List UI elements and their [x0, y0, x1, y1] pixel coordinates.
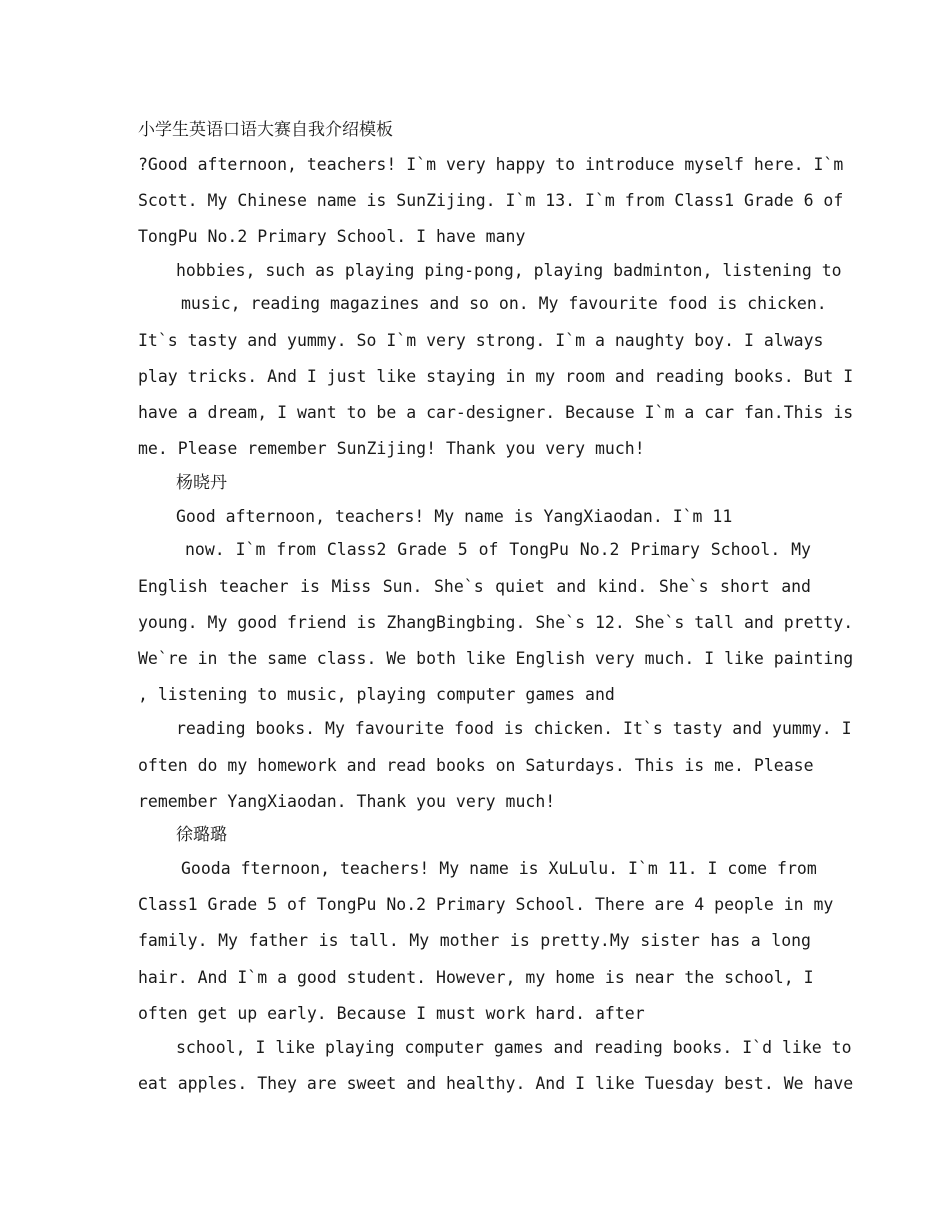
text-line: eat apples. They are sweet and healthy. And I like Tuesday best. We have [138, 1074, 854, 1093]
text-line: often do my homework and read books on Saturdays. This is me. Please [138, 756, 814, 775]
text-line: Scott. My Chinese name is SunZijing. I`m 13. I`m from Class1 Grade 6 of [138, 191, 844, 210]
text-line: remember YangXiaodan. Thank you very much! [138, 792, 556, 811]
document-title: 小学生英语口语大赛自我介绍模板 [138, 120, 393, 140]
text-line: have a dream, I want to be a car-designer. Because I`m a car fan.This is [138, 403, 854, 422]
text-line: We`re in the same class. We both like English very much. I like painting [138, 649, 854, 668]
text-line: family. My father is tall. My mother is pretty.My sister has a long [138, 931, 811, 950]
text-line: Gooda fternoon, teachers! My name is XuLulu. I`m 11. I come from [181, 859, 817, 878]
text-line: young. My good friend is ZhangBingbing. She`s 12. She`s tall and pretty. [138, 613, 854, 632]
text-line: Class1 Grade 5 of TongPu No.2 Primary School. There are 4 people in my [138, 895, 834, 914]
section-name: 杨晓丹 [176, 473, 227, 493]
text-line: play tricks. And I just like staying in my room and reading books. But I [138, 367, 854, 386]
text-line: me. Please remember SunZijing! Thank you very much! [138, 439, 645, 458]
text-line: English teacher is Miss Sun. She`s quiet and kind. She`s short and [138, 577, 811, 596]
text-line: often get up early. Because I must work hard. after [138, 1004, 645, 1023]
text-line: hobbies, such as playing ping-pong, playing badminton, listening to [176, 261, 842, 280]
text-line: , listening to music, playing computer games and [138, 685, 615, 704]
section-name: 徐璐璐 [176, 825, 227, 845]
text-line: school, I like playing computer games and reading books. I`d like to [176, 1038, 852, 1057]
text-line: reading books. My favourite food is chicken. It`s tasty and yummy. I [176, 719, 852, 738]
text-line: It`s tasty and yummy. So I`m very strong. I`m a naughty boy. I always [138, 331, 824, 350]
text-line: hair. And I`m a good student. However, my home is near the school, I [138, 968, 814, 987]
text-line: ?Good afternoon, teachers! I`m very happy to introduce myself here. I`m [138, 155, 844, 174]
text-line: now. I`m from Class2 Grade 5 of TongPu No.2 Primary School. My [185, 540, 811, 559]
text-line: TongPu No.2 Primary School. I have many [138, 227, 526, 246]
text-line: Good afternoon, teachers! My name is YangXiaodan. I`m 11 [176, 507, 733, 526]
text-line: music, reading magazines and so on. My favourite food is chicken. [181, 294, 827, 313]
